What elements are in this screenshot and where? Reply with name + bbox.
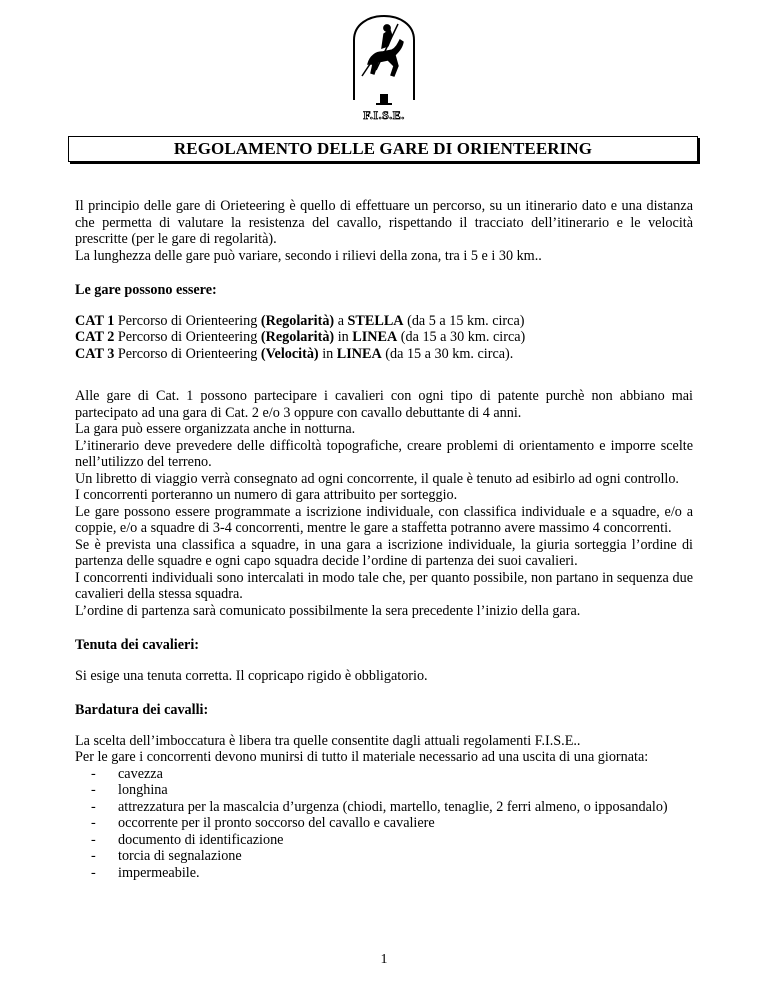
document-body [75,198,693,881]
bardatura-heading: Bardatura dei cavalli: [75,702,209,718]
list-item: - documento di identificazione [75,832,693,849]
fise-logo [340,0,428,122]
rule-paragraph-9: L’ordine di partenza sarà comunicato possibilmente la sera precedente l’inizio della gara. [75,602,581,619]
categories-heading: Le gare possono essere: [75,282,217,298]
list-item: - torcia di segnalazione [75,848,693,865]
bardatura-paragraph-1: La scelta dell’imboccatura è libera tra quelle consentite dagli attuali regolamenti F.I.S.E.. [75,732,581,749]
bardatura-paragraph-2: Per le gare i concorrenti devono munirsi di tutto il materiale necessario ad una uscita di una giornata: [75,749,649,765]
logo-pillar [380,94,388,104]
category-item-3: CAT 3 Percorso di Orienteering (Velocità) in LINEA (da 15 a 30 km. circa). [75,345,514,362]
list-item: - occorrente per il pronto soccorso del cavallo e cavaliere [75,815,693,832]
list-item: - attrezzatura per la mascalcia d’urgenza (chiodi, martello, tenaglie, 2 ferri almeno, o ipposandalo) [75,799,693,816]
list-item: - longhina [75,782,693,799]
tenuta-heading: Tenuta dei cavalieri: [75,637,200,653]
rule-paragraph-3: L’itinerario deve prevedere delle difficoltà topografiche, creare problemi di orientamento e imporre scelte nell’utilizzo del terreno. [75,437,693,470]
equipment-list [75,766,693,882]
rule-paragraph-2: La gara può essere organizzata anche in notturna. [75,421,356,437]
rule-paragraph-1: Alle gare di Cat. 1 possono partecipare i cavalieri con ogni tipo di patente purchè non abbiano mai partecipato ad una gara di Cat. 2 e/o 3 oppure con cavallo debuttante di 4 anni. [75,388,693,421]
horse-rider-icon [362,24,403,76]
logo-label: F.I.S.E. [363,108,405,122]
rule-paragraph-5: I concorrenti porteranno un numero di gara attribuito per sorteggio. [75,487,458,503]
rule-paragraph-4: Un libretto di viaggio verrà consegnato ad ogni concorrente, il quale è tenuto ad esibirlo ad ogni controllo. [75,470,679,487]
page-number: 1 [380,952,388,967]
category-item-2: CAT 2 Percorso di Orienteering (Regolarità) in LINEA (da 15 a 30 km. circa) [75,329,526,345]
rule-paragraph-6: Le gare possono essere programmate a iscrizione individuale, con classifica individuale e a squadre, e/o a coppie, e/o a squadre di 3-4 concorrenti, mentre le gare a staffetta potranno avere massimo 4 concorrenti. [75,503,693,536]
intro-paragraph-1: Il principio delle gare di Orieteering è quello di effettuare un percorso, su un itinerario dato e una distanza che permetta di valutare la resistenza del cavallo, rispettando il tracciato dell’itinerario e le velocità prescritte (per le gare di regolarità). [75,198,693,247]
list-item: - cavezza [75,766,693,783]
rule-paragraph-7: Se è prevista una classifica a squadre, in una gara a iscrizione individuale, la giuria sorteggia l’ordine di partenza delle squadre e ogni capo squadra decide l’ordine di partenza dei suoi cavalieri. [75,536,693,569]
title-box [68,136,698,162]
tenuta-text: Si esige una tenuta corretta. Il copricapo rigido è obbligatorio. [75,667,428,684]
document-title: REGOLAMENTO DELLE GARE DI ORIENTEERING [173,139,593,158]
rule-paragraph-8: I concorrenti individuali sono intercalati in modo tale che, per quanto possibile, non partano in sequenza due cavalieri della stessa squadra. [75,569,693,602]
intro-paragraph-2: La lunghezza delle gare può variare, secondo i rilievi della zona, tra i 5 e i 30 km.. [75,247,542,264]
category-item-1: CAT 1 Percorso di Orienteering (Regolarità) a STELLA (da 5 a 15 km. circa) [75,312,525,329]
list-item: - impermeabile. [75,865,693,882]
